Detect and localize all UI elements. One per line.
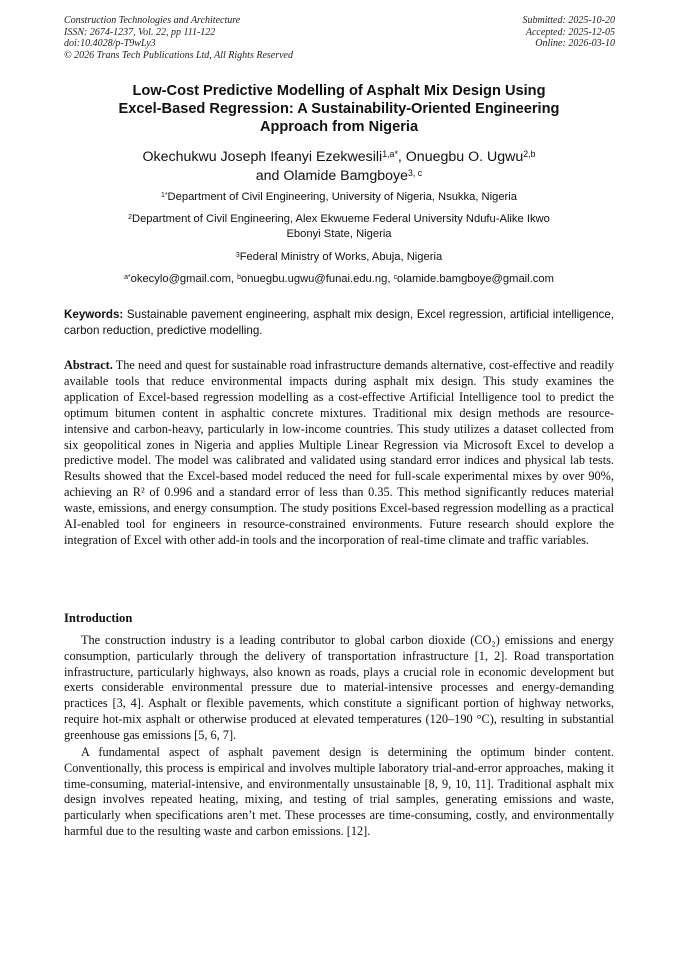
email-2[interactable]: onuegbu.ugwu@funai.edu.ng, [240, 273, 394, 285]
author-3-affiliation: 3, c [408, 168, 423, 179]
affiliation-2-text: Department of Civil Engineering, Alex Ekwueme Federal University Ndufu-Alike Ikwo [132, 213, 550, 225]
introduction-heading: Introduction [64, 611, 133, 625]
abstract-label: Abstract. [64, 358, 113, 372]
author-separator: , [397, 149, 406, 165]
abstract-text: The need and quest for sustainable road infrastructure demands alternative, cost-effective and readily available tools that reduce environmental impacts during asphalt mix design. This study examines the application of Excel-based regression modelling as a cost-effective Artificial Intelligence tool to predict the optimum bitumen content in asphaltic concrete mixtures. Traditional mix design methods are resource-intensive and carbon-heavy, particularly in low-income countries. This study utilizes a dataset collected from six geopolitical zones in Nigeria and applies Multiple Linear Regression via Microsoft Excel to develop a predictive model. The model was calibrated and validated using standard error indices and physical lab tests. Results showed that the Excel-based model reduced the need for full-scale experimental mixes by over 90%, achieving an R² of 0.996 and a standard error of less than 0.35. This method significantly reduces material waste, emissions, and energy consumption. The study positions Excel-based regression modelling as a practical AI-enabled tool for engineers in resource-constrained environments. Future research should explore the integration of Excel with other add-in tools and the incorporation of real-time climate and traffic variables. [64, 358, 614, 547]
email-1-mark: a* [124, 273, 131, 281]
email-3-mark: c [393, 273, 398, 281]
affiliation-3-mark: 3 [235, 251, 240, 259]
author-conjunction: and [255, 168, 284, 184]
affiliation-1-mark: 1* [160, 191, 168, 199]
email-3[interactable]: olamide.bamgboye@gmail.com [397, 273, 554, 285]
issn-line: ISSN: 2674-1237, Vol. 22, pp 111-122 [64, 26, 216, 38]
keywords-section [64, 307, 614, 338]
email-1[interactable]: okecylo@gmail.com, [130, 273, 238, 285]
author-2: Onuegbu O. Ugwu [405, 149, 524, 165]
author-line-1 [64, 148, 614, 167]
author-line-2 [64, 167, 614, 186]
email-2-mark: b [237, 273, 241, 281]
journal-name: Construction Technologies and Architecture [64, 15, 241, 26]
affiliation-2 [64, 212, 614, 242]
affiliation-2-mark: 2 [128, 213, 132, 221]
copyright-line: © 2026 Trans Tech Publications Ltd, All Rights Reserved [64, 49, 293, 61]
title-line-1: Low-Cost Predictive Modelling of Asphalt Mix Design Using [132, 83, 546, 99]
affiliation-1-text: Department of Civil Engineering, University of Nigeria, Nsukka, Nigeria [167, 191, 517, 203]
author-1: Okechukwu Joseph Ifeanyi Ezekwesili [142, 149, 383, 165]
affiliation-2-line-1 [64, 212, 614, 227]
accepted-date: Accepted: 2025-12-05 [525, 26, 615, 38]
dates-info [523, 15, 616, 50]
introduction-paragraph-1: The construction industry is a leading contributor to global carbon dioxide (CO₂) emissions and energy consumption, particularly through the delivery of transportation infrastructure [1, 2]. Road transportation infrastructure, particularly highways, also known as roads, plays a crucial role in economic development but exerts considerable environmental pressure due to material-intensive processes and energy-demanding practices [3, 4]. Asphalt or flexible pavements, which constitute a significant portion of highway networks, require hot-mix asphalt or otherwise produced at elevated temperatures (120–190 °C), resulting in substantial greenhouse gas emissions [5, 6, 7]. [64, 633, 614, 742]
introduction-paragraph-2: A fundamental aspect of asphalt pavement design is determining the optimum binder content. Conventionally, this process is empirical and involves multiple laboratory trial-and-error approaches, making it time-consuming, material-intensive, and environmentally unsustainable [8, 9, 10, 11]. Traditional asphalt mix design involves repeated heating, mixing, and testing of trial samples, generating emissions and waste, particularly when specifications aren’t met. These processes are time-consuming, costly, and environmentally harmful due to the resulting waste and carbon emissions. [12]. [64, 745, 614, 838]
author-1-affiliation: 1,a* [382, 149, 398, 160]
affiliation-3-text: Federal Ministry of Works, Abuja, Nigeria [239, 251, 443, 263]
author-3: Olamide Bamgboye [283, 168, 409, 184]
paper-title [64, 82, 614, 136]
keywords-text: Sustainable pavement engineering, asphalt mix design, Excel regression, artificial intelligence, carbon reduction, predictive modelling. [64, 308, 614, 337]
abstract-section [64, 358, 614, 549]
title-line-3: Approach from Nigeria [259, 119, 419, 135]
submitted-date: Submitted: 2025-10-20 [522, 15, 615, 26]
keywords-label: Keywords: [64, 308, 124, 321]
author-emails [64, 272, 614, 287]
affiliation-2-line-2: Ebonyi State, Nigeria [286, 228, 392, 240]
affiliation-1 [64, 190, 614, 205]
affiliation-3 [64, 250, 614, 265]
title-line-2: Excel-Based Regression: A Sustainability-Oriented Engineering [118, 101, 560, 117]
journal-info [64, 15, 293, 61]
author-list [64, 148, 614, 186]
doi-line: doi:10.4028/p-T9wLy3 [64, 38, 156, 49]
online-date: Online: 2026-03-10 [535, 38, 615, 49]
author-2-affiliation: 2,b [523, 149, 536, 160]
